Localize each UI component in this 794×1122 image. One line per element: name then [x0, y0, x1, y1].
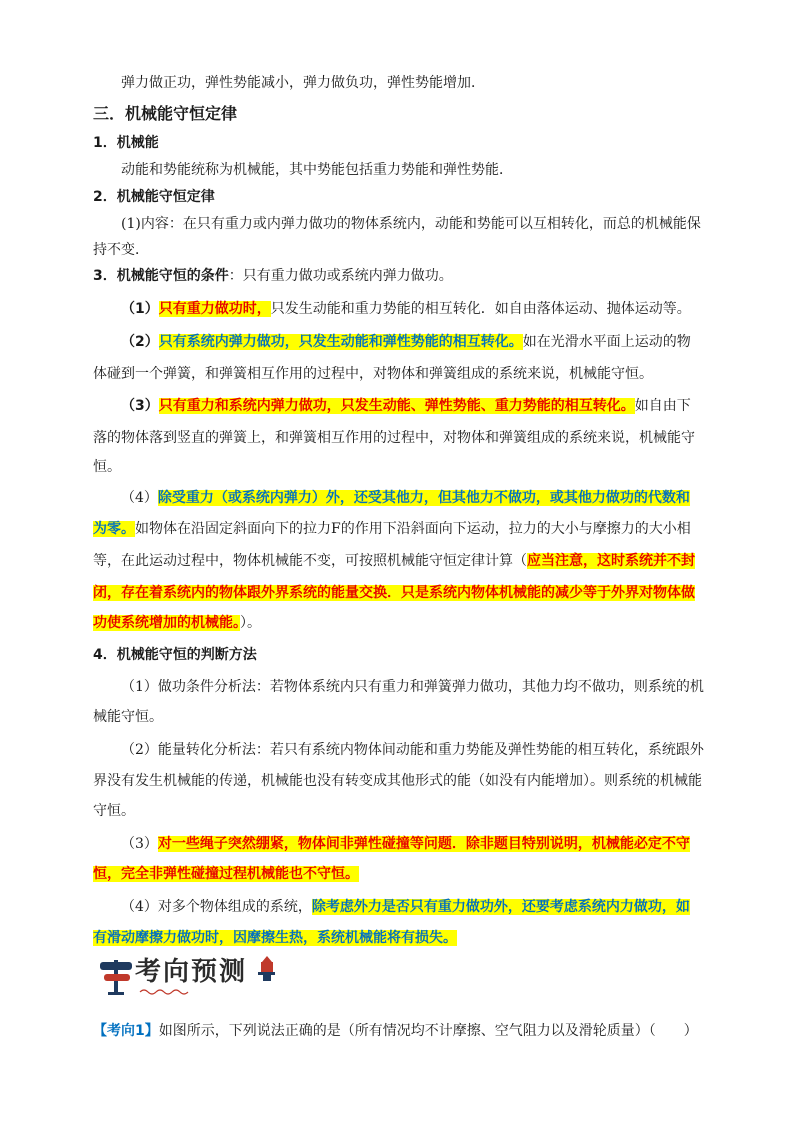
heading-rest: ：只有重力做功或系统内弹力做功。	[228, 268, 453, 284]
text-line: 恒。	[93, 459, 121, 475]
text-line: 械能守恒。	[93, 709, 163, 725]
subsection-heading	[93, 266, 453, 286]
body-text: 只发生动能和重力势能的相互转化．如自由落体运动、抛体运动等。	[270, 301, 691, 317]
subsection-heading: 4．机械能守恒的判断方法	[93, 647, 257, 663]
body-text: （4）对多个物体组成的系统，	[121, 899, 312, 915]
subsection-heading: 2．机械能守恒定律	[93, 189, 215, 205]
section-banner-title: 考向预测	[135, 957, 248, 987]
text-line	[121, 897, 690, 917]
text-line: 体碰到一个弹簧，和弹簧相互作用的过程中，对物体和弹簧组成的系统来说，机械能守恒。	[93, 366, 653, 382]
text-line: （2）能量转化分析法：若只有系统内物体间动能和重力势能及弹性势能的相互转化，系统跟外	[121, 742, 704, 758]
question-label: 【考向1】	[93, 1023, 159, 1039]
highlight-text: 功使系统增加的机械能。	[93, 615, 240, 631]
item-number: （3）	[121, 398, 159, 414]
highlight-text: 闭，存在着系统内的物体跟外界系统的能量交换．只是系统内物体机械能的减少等于外界对物体做	[93, 585, 695, 601]
item-number: （3）	[121, 836, 158, 852]
condition-4	[121, 488, 690, 508]
text-line	[93, 864, 359, 884]
highlight-text: 只有重力和系统内弹力做功，只发生动能、弹性势能、重力势能的相互转化。	[158, 398, 635, 414]
body-text: ）。	[240, 615, 261, 631]
question-line	[93, 1021, 698, 1041]
text-line: （1）做功条件分析法：若物体系统内只有重力和弹簧弹力做功，其他力均不做功，则系统的机	[121, 679, 704, 695]
condition-1	[121, 299, 691, 319]
highlight-text: 对一些绳子突然绷紧，物体间非弹性碰撞等问题．除非题目特别说明，机械能必定不守	[157, 836, 690, 852]
highlight-text: 除考虑外力是否只有重力做功外，还要考虑系统内力做功，如	[311, 899, 690, 915]
text-line: 弹力做正功，弹性势能减小，弹力做负功，弹性势能增加．	[121, 75, 485, 91]
text-line	[93, 551, 695, 571]
item-number: （2）	[121, 334, 159, 350]
text-line: 界没有发生机械能的传递，机械能也没有转变成其他形式的能（如没有内能增加）。则系统的机械能	[93, 773, 702, 789]
question-text: 如图所示，下列说法正确的是（所有情况均不计摩擦、空气阻力以及滑轮质量）（ ）	[158, 1023, 698, 1039]
highlight-text: 有滑动摩擦力做功时，因摩擦生热，系统机械能将有损失。	[93, 930, 457, 946]
highlight-text: 除受重力（或系统内弹力）外，还受其他力，但其他力不做功，或其他力做功的代数和	[157, 490, 690, 506]
highlight-text: 为零。	[93, 521, 135, 537]
text-line: (1)内容：在只有重力或内弹力做功的物体系统内，动能和势能可以互相转化，而总的机械能保	[121, 216, 701, 232]
text-line: 持不变．	[93, 242, 149, 258]
item-number: （1）	[121, 301, 159, 317]
condition-3	[121, 396, 691, 416]
text-line	[93, 519, 691, 539]
heading-bold: 3．机械能守恒的条件	[93, 268, 229, 284]
text-line	[93, 613, 261, 633]
highlight-text: 恒，完全非弹性碰撞过程机械能也不守恒。	[93, 866, 359, 882]
body-text: 如物体在沿固定斜面向下的拉力F的作用下沿斜面向下运动，拉力的大小与摩擦力的大小相	[135, 521, 691, 537]
highlight-text: 只有重力做功时，	[158, 301, 271, 317]
body-text: 如在光滑水平面上运动的物	[522, 334, 691, 350]
text-line	[93, 928, 457, 948]
text-line	[93, 583, 695, 603]
highlight-text: 应当注意，这时系统并不封	[527, 553, 695, 569]
text-line	[121, 834, 690, 854]
section-heading: 三．机械能守恒定律	[93, 104, 238, 123]
subsection-heading: 1．机械能	[93, 135, 159, 151]
highlight-text: 只有系统内弹力做功，只发生动能和弹性势能的相互转化。	[158, 334, 523, 350]
item-number: （4）	[121, 490, 158, 506]
text-line: 落的物体落到竖直的弹簧上，和弹簧相互作用的过程中，对物体和弹簧组成的系统来说，机械能守	[93, 430, 695, 446]
text-line: 守恒。	[93, 803, 135, 819]
body-text: 等，在此运动过程中，物体机械能不变，可按照机械能守恒定律计算（	[93, 553, 527, 569]
body-text: 如自由下	[634, 398, 691, 414]
text-line: 动能和势能统称为机械能，其中势能包括重力势能和弹性势能．	[121, 162, 513, 178]
condition-2	[121, 332, 691, 352]
